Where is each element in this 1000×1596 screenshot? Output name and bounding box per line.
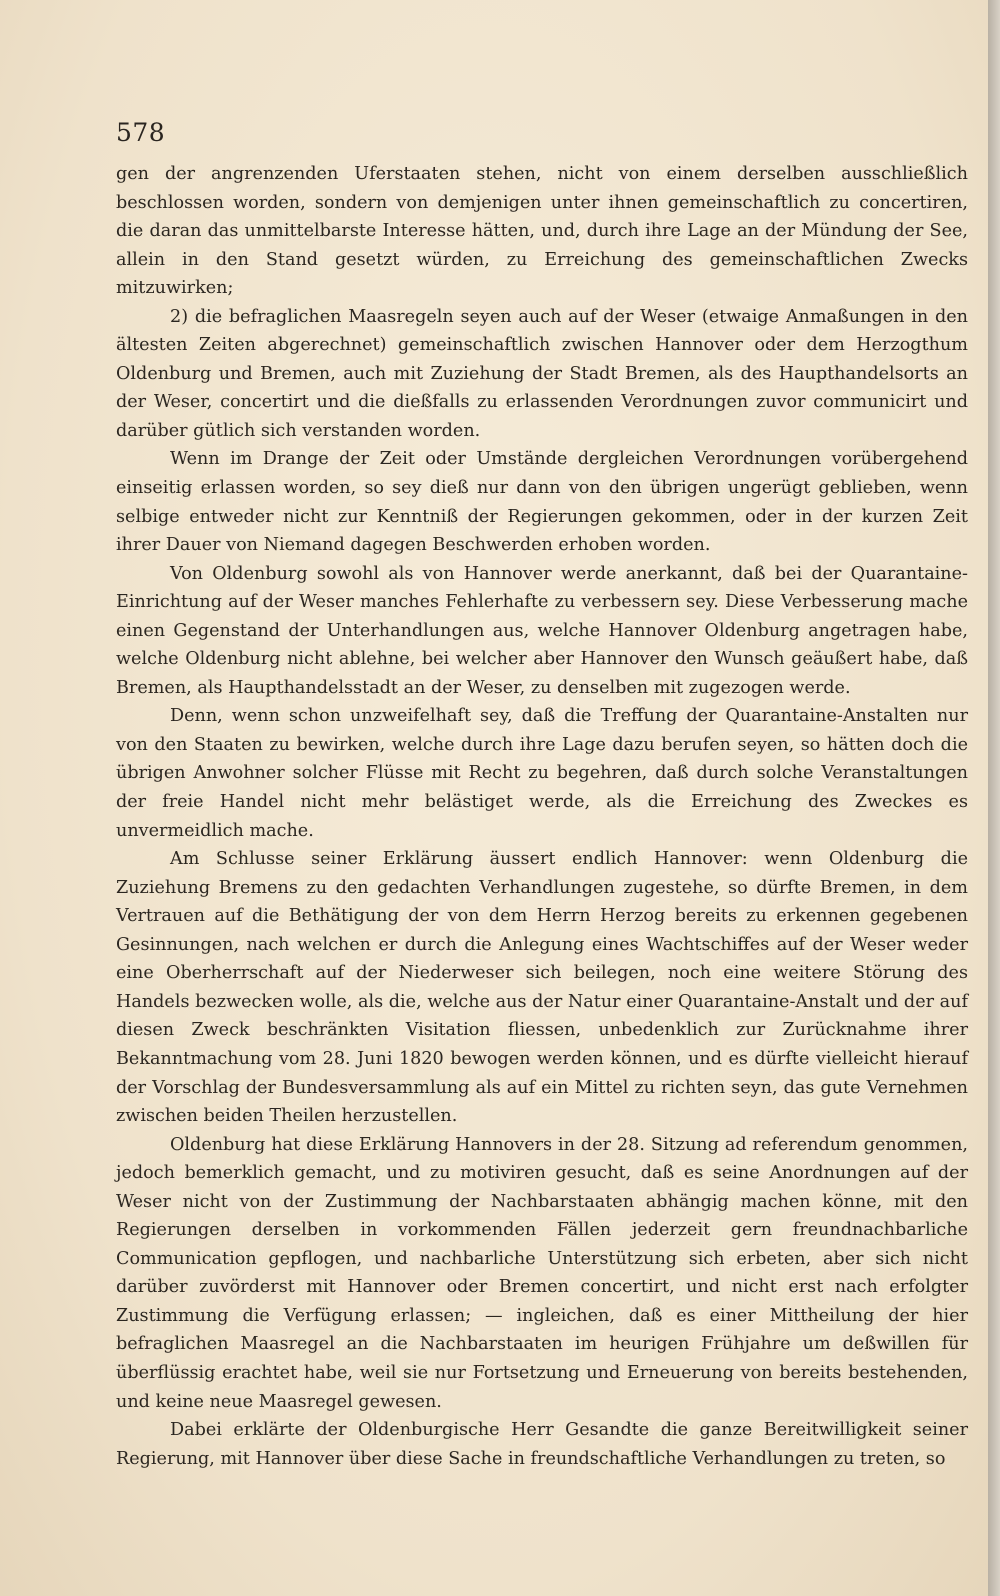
- paragraph-7: Oldenburg hat diese Erklärung Hannovers in der 28. Sitzung ad referendum genommen, jedoch bemerklich gemacht, und zu motiviren gesucht, daß es seine Anordnungen auf der Weser nicht von der Zustimmung der Nachbarstaaten abhängig machen könne, mit den Regierungen derselben in vorkommenden Fällen jederzeit gern freundnachbarliche Communication gepflogen, und nachbarliche Unterstützung sich erbeten, aber sich nicht darüber zuvörderst mit Hannover oder Bremen concertirt, und nicht erst nach erfolgter Zustimmung die Verfügung erlassen; — ingleichen, daß es einer Mittheilung der hier befraglichen Maasregel an die Nachbarstaaten im heurigen Frühjahre um deßwillen für überflüssig erachtet habe, weil sie nur Fortsetzung und Erneuerung von bereits bestehenden, und keine neue Maasregel gewesen.: [116, 1134, 968, 1412]
- paragraph-4: Von Oldenburg sowohl als von Hannover werde anerkannt, daß bei der Quarantaine-Einrichtung auf der Weser manches Fehlerhafte zu verbessern sey. Diese Verbesserung mache einen Gegenstand der Unterhandlungen aus, welche Hannover Oldenburg angetragen habe, welche Oldenburg nicht ablehne, bei welcher aber Hannover den Wunsch geäußert habe, daß Bremen, als Haupthandelsstadt an der Weser, zu denselben mit zugezogen werde.: [116, 563, 968, 698]
- paragraph-8: Dabei erklärte der Oldenburgische Herr Gesandte die ganze Bereitwilligkeit seiner Regierung, mit Hannover über diese Sache in freundschaftliche Verhandlungen zu treten, so: [116, 1420, 968, 1469]
- paragraph-5: Denn, wenn schon unzweifelhaft sey, daß die Treffung der Quarantaine-Anstalten nur von den Staaten zu bewirken, welche durch ihre Lage dazu berufen seyen, so hätten doch die übrigen Anwohner solcher Flüsse mit Recht zu begehren, daß durch solche Veranstaltungen der freie Handel nicht mehr belästiget werde, als die Erreichung des Zweckes es unvermeidlich mache.: [116, 706, 968, 841]
- page-edge: [988, 0, 1000, 1596]
- page-number: 578: [116, 118, 166, 147]
- body-text: [116, 160, 968, 1473]
- paragraph-3: Wenn im Drange der Zeit oder Umstände dergleichen Verordnungen vorübergehend einseitig erlassen worden, so sey dieß nur dann von den übrigen ungerügt geblieben, wenn selbige entweder nicht zur Kenntniß der Regierungen gekommen, oder in der kurzen Zeit ihrer Dauer von Niemand dagegen Beschwerden erhoben worden.: [116, 449, 968, 556]
- paragraph-6: Am Schlusse seiner Erklärung äussert endlich Hannover: wenn Oldenburg die Zuziehung Bremens zu den gedachten Verhandlungen zugestehe, so dürfte Bremen, in dem Vertrauen auf die Bethätigung der von dem Herrn Herzog bereits zu erkennen gegebenen Gesinnungen, nach welchen er durch die Anlegung eines Wachtschiffes auf der Weser weder eine Oberherrschaft auf der Niederweser sich beilegen, noch eine weitere Störung des Handels bezwecken wolle, als die, welche aus der Natur einer Quarantaine-Anstalt und der auf diesen Zweck beschränkten Visitation fliessen, unbedenklich zur Zurücknahme ihrer Bekanntmachung vom 28. Juni 1820 bewogen werden können, und es dürfte vielleicht hierauf der Vorschlag der Bundesversammlung als auf ein Mittel zu richten seyn, das gute Vernehmen zwischen beiden Theilen herzustellen.: [116, 849, 968, 1127]
- paragraph-2: 2) die befraglichen Maasregeln seyen auch auf der Weser (etwaige Anmaßungen in den ältesten Zeiten abgerechnet) gemeinschaftlich zwischen Hannover oder dem Herzogthum Oldenburg und Bremen, auch mit Zuziehung der Stadt Bremen, als des Haupthandelsorts an der Weser, concertirt und die dießfalls zu erlassenden Verordnungen zuvor communicirt und darüber gütlich sich verstanden worden.: [116, 306, 968, 441]
- paragraph-1: gen der angrenzenden Uferstaaten stehen, nicht von einem derselben ausschließlich beschlossen worden, sondern von demjenigen unter ihnen gemeinschaftlich zu concertiren, die daran das unmittelbarste Interesse hätten, und, durch ihre Lage an der Mündung der See, allein in den Stand gesetzt würden, zu Erreichung des gemeinschaftlichen Zwecks mitzuwirken;: [116, 164, 968, 299]
